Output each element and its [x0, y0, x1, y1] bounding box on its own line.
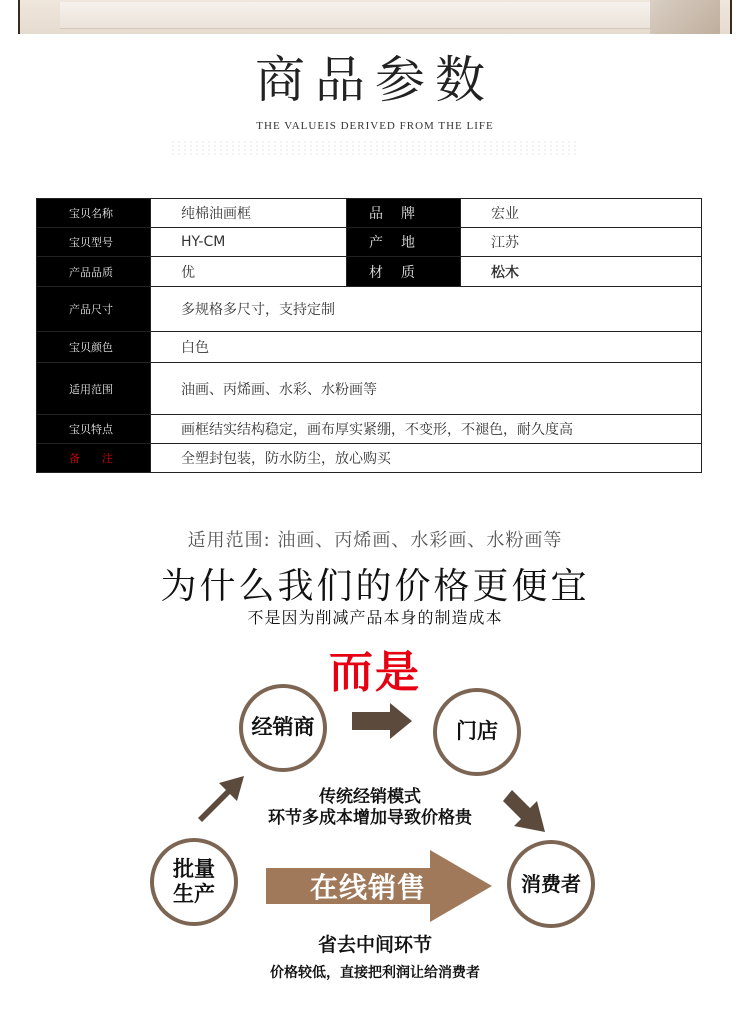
- param-label: 宝贝特点: [37, 415, 151, 444]
- online-sales-label: 在线销售: [309, 871, 426, 904]
- param-label: 产品品质: [37, 257, 151, 287]
- consumer-label: 消费者: [521, 872, 581, 896]
- param-value: 画框结实结构稳定，画布厚实紧绷，不变形，不褪色，耐久度高: [151, 415, 702, 444]
- param-value: 全塑封包装，防水防尘，放心购买: [151, 444, 702, 473]
- param-value: 优: [151, 257, 347, 287]
- param-value: 多规格多尺寸，支持定制: [151, 287, 702, 332]
- param-label: 宝贝型号: [37, 228, 151, 257]
- but-headline: 而是: [329, 647, 421, 698]
- param-value: 白色: [151, 332, 702, 363]
- traditional-mode-text: [240, 787, 500, 829]
- distributor-circle: [239, 684, 327, 772]
- param-label: 产品尺寸: [37, 287, 151, 332]
- param-label: 宝贝名称: [37, 199, 151, 228]
- param-value: HY-CM: [151, 228, 347, 257]
- save-middle-text: 省去中间环节: [317, 934, 432, 956]
- param-value: 油画、丙烯画、水彩、水粉画等: [151, 363, 702, 415]
- mode-line-1: 传统经销模式: [319, 787, 421, 807]
- section-title: 商品参数: [255, 51, 495, 109]
- param-label: 宝贝颜色: [37, 332, 151, 363]
- arrow-right-icon: [352, 703, 412, 739]
- not-cut-text: 不是因为削减产品本身的制造成本: [247, 608, 503, 627]
- param-value: 宏业: [461, 199, 702, 228]
- param-label: 适用范围: [37, 363, 151, 415]
- production-label: 生产: [173, 882, 215, 906]
- param-value: 松木: [461, 257, 702, 287]
- store-circle: [433, 688, 521, 776]
- direct-price-text: 价格较低，直接把利润让给消费者: [270, 965, 480, 981]
- bulk-production-circle: [150, 838, 238, 926]
- arrow-up-right-icon: [198, 776, 244, 822]
- why-headline: 为什么我们的价格更便宜: [160, 566, 590, 607]
- store-label: 门店: [456, 719, 498, 744]
- mode-line-2: 环节多成本增加导致价格贵: [268, 808, 472, 828]
- scope-text: 适用范围: 油画、丙烯画、水彩画、水粉画等: [187, 530, 563, 551]
- param-label: 品牌: [347, 199, 461, 228]
- param-value: 江苏: [461, 228, 702, 257]
- param-value: 纯棉油画框: [151, 199, 347, 228]
- consumer-circle: [507, 840, 595, 928]
- param-label: 材质: [347, 257, 461, 287]
- arrow-down-right-icon: [503, 790, 545, 832]
- distributor-label: 经销商: [251, 715, 315, 740]
- bulk-label: 批量: [173, 856, 215, 881]
- section-subtitle: THE VALUEIS DERIVED FROM THE LIFE: [256, 120, 494, 132]
- param-label: 备注: [37, 444, 151, 473]
- param-label: 产地: [347, 228, 461, 257]
